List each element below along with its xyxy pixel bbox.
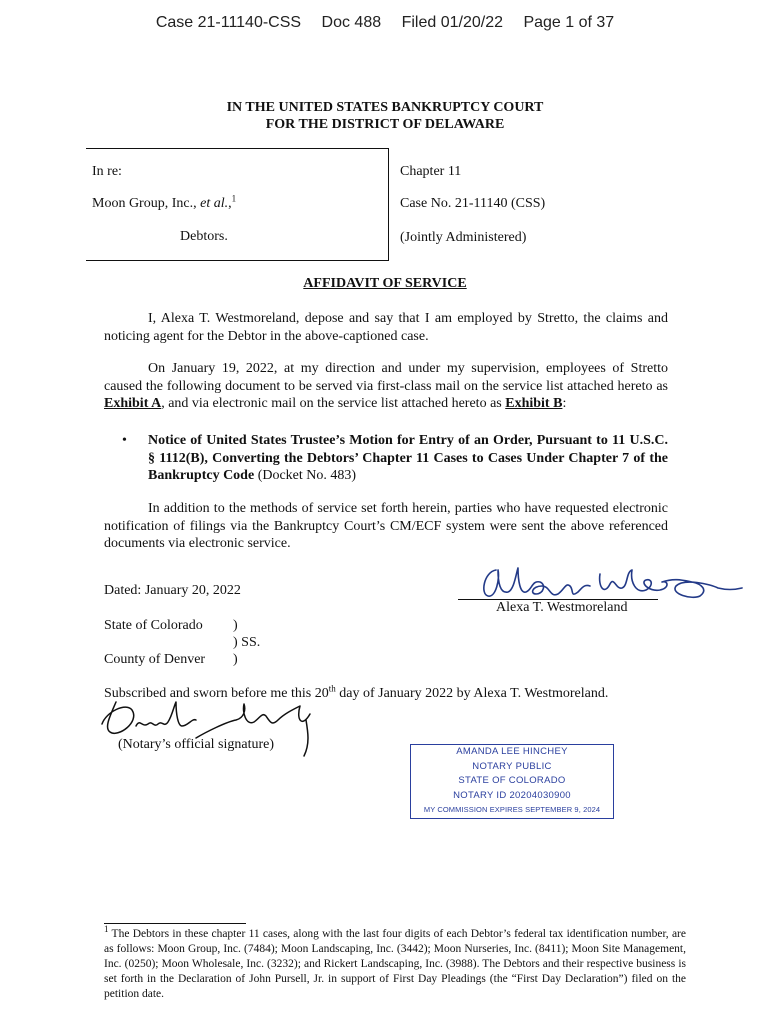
debtor-name-text: Moon Group, Inc., bbox=[92, 196, 201, 211]
case-number: Case 21-11140-CSS bbox=[155, 14, 302, 31]
subscribed-after: day of January 2022 by Alexa T. Westmoreland. bbox=[335, 686, 609, 701]
footnote-text: The Debtors in these chapter 11 cases, along with the last four digits of each Debtor’s federal tax identification number, are as follows: Moon Group, Inc. (7484); Moon Landscaping, Inc. (3442); Moon Nurseries, Inc. (8411); Moon Site Management, Inc. (0250); Moon Wholesale, Inc. (3232); and Rickert Landscaping, Inc. (3988). The Debtors and their respective business is set forth in the Declaration of John Pursell, Jr. in support of First Day Pleadings (the “First Day Declaration”) filed on the petition date. bbox=[104, 928, 686, 1000]
subscribed-before: Subscribed and sworn before me this 20 bbox=[104, 686, 329, 701]
paragraph-ecf-text: In addition to the methods of service set forth herein, parties who have requested electronic notification of filings via the Bankruptcy Court’s CM/ECF system were sent the above referenced documents via electronic service. bbox=[104, 501, 668, 551]
stamp-name: AMANDA LEE HINCHEY bbox=[456, 746, 568, 757]
exhibit-b-ref: Exhibit B bbox=[505, 396, 563, 411]
court-line-2: FOR THE DISTRICT OF DELAWARE bbox=[265, 117, 505, 132]
docket-number: (Docket No. 483) bbox=[254, 468, 357, 483]
chapter-label: Chapter 11 bbox=[400, 164, 462, 179]
footnote-mark: 1 bbox=[104, 924, 109, 935]
debtor-name: Moon Group, Inc., et al.,$^1$ bbox=[92, 193, 237, 211]
page-indicator: Page 1 of 37 bbox=[523, 14, 615, 31]
debtors-label: Debtors. bbox=[180, 229, 228, 244]
et-al: et al. bbox=[200, 196, 229, 211]
stamp-state: STATE OF COLORADO bbox=[458, 775, 566, 786]
case-no-label: Case No. 21-11140 (CSS) bbox=[400, 196, 546, 211]
notary-signature-label: (Notary’s official signature) bbox=[118, 737, 275, 752]
served-document bbox=[148, 432, 668, 485]
venue-paren-3: ) bbox=[233, 652, 238, 667]
in-re-label: In re: bbox=[92, 164, 122, 179]
venue-paren-1: ) bbox=[233, 618, 238, 633]
paragraph-service bbox=[104, 360, 668, 413]
day-suffix: th bbox=[328, 683, 336, 694]
court-line-1: IN THE UNITED STATES BANKRUPTCY COURT bbox=[226, 100, 544, 115]
venue-county: County of Denver bbox=[104, 652, 206, 667]
notary-stamp bbox=[410, 744, 614, 819]
paragraph-employment bbox=[104, 310, 668, 345]
doc-number: Doc 488 bbox=[321, 14, 382, 31]
footnote-ref: 1 bbox=[231, 193, 237, 204]
document-title bbox=[0, 276, 770, 292]
footnote bbox=[104, 924, 686, 1002]
venue-ss: ) SS. bbox=[233, 635, 261, 650]
service-text: On January 19, 2022, at my direction and under my supervision, employees of Stretto caused the following document to be served via first-class mail on the service list attached hereto as bbox=[104, 361, 668, 394]
footnote-rule bbox=[104, 923, 246, 924]
service-text-end: : bbox=[562, 396, 567, 411]
service-text-middle: , and via electronic mail on the service list attached hereto as bbox=[161, 396, 506, 411]
dated-line: Dated: January 20, 2022 bbox=[104, 583, 241, 598]
paragraph-ecf bbox=[104, 500, 668, 553]
served-document-title: Notice of United States Trustee’s Motion for Entry of an Order, Pursuant to 11 U.S.C. § 1112(B), Converting the Debtors’ Chapter 11 Cases to Cases Under Chapter 7 of the Bankruptcy Code bbox=[148, 433, 668, 483]
stamp-expiration: MY COMMISSION EXPIRES SEPTEMBER 9, 2024 bbox=[423, 805, 601, 814]
filed-date: Filed 01/20/22 bbox=[401, 14, 503, 31]
ecf-header bbox=[0, 14, 770, 32]
stamp-title: NOTARY PUBLIC bbox=[472, 760, 552, 772]
exhibit-a-ref: Exhibit A bbox=[104, 396, 162, 411]
paragraph-employment-text: I, Alexa T. Westmoreland, depose and say that I am employed by Stretto, the claims and noticing agent for the Debtor in the above-captioned case. bbox=[104, 311, 668, 344]
signer-name: Alexa T. Westmoreland bbox=[496, 600, 628, 615]
jointly-administered-label: (Jointly Administered) bbox=[400, 230, 527, 245]
bullet-icon: • bbox=[122, 433, 127, 448]
venue-state: State of Colorado bbox=[104, 618, 203, 633]
court-heading bbox=[0, 99, 770, 133]
document-title-text: AFFIDAVIT OF SERVICE bbox=[303, 276, 467, 291]
stamp-id: NOTARY ID 20204030900 bbox=[453, 789, 571, 801]
